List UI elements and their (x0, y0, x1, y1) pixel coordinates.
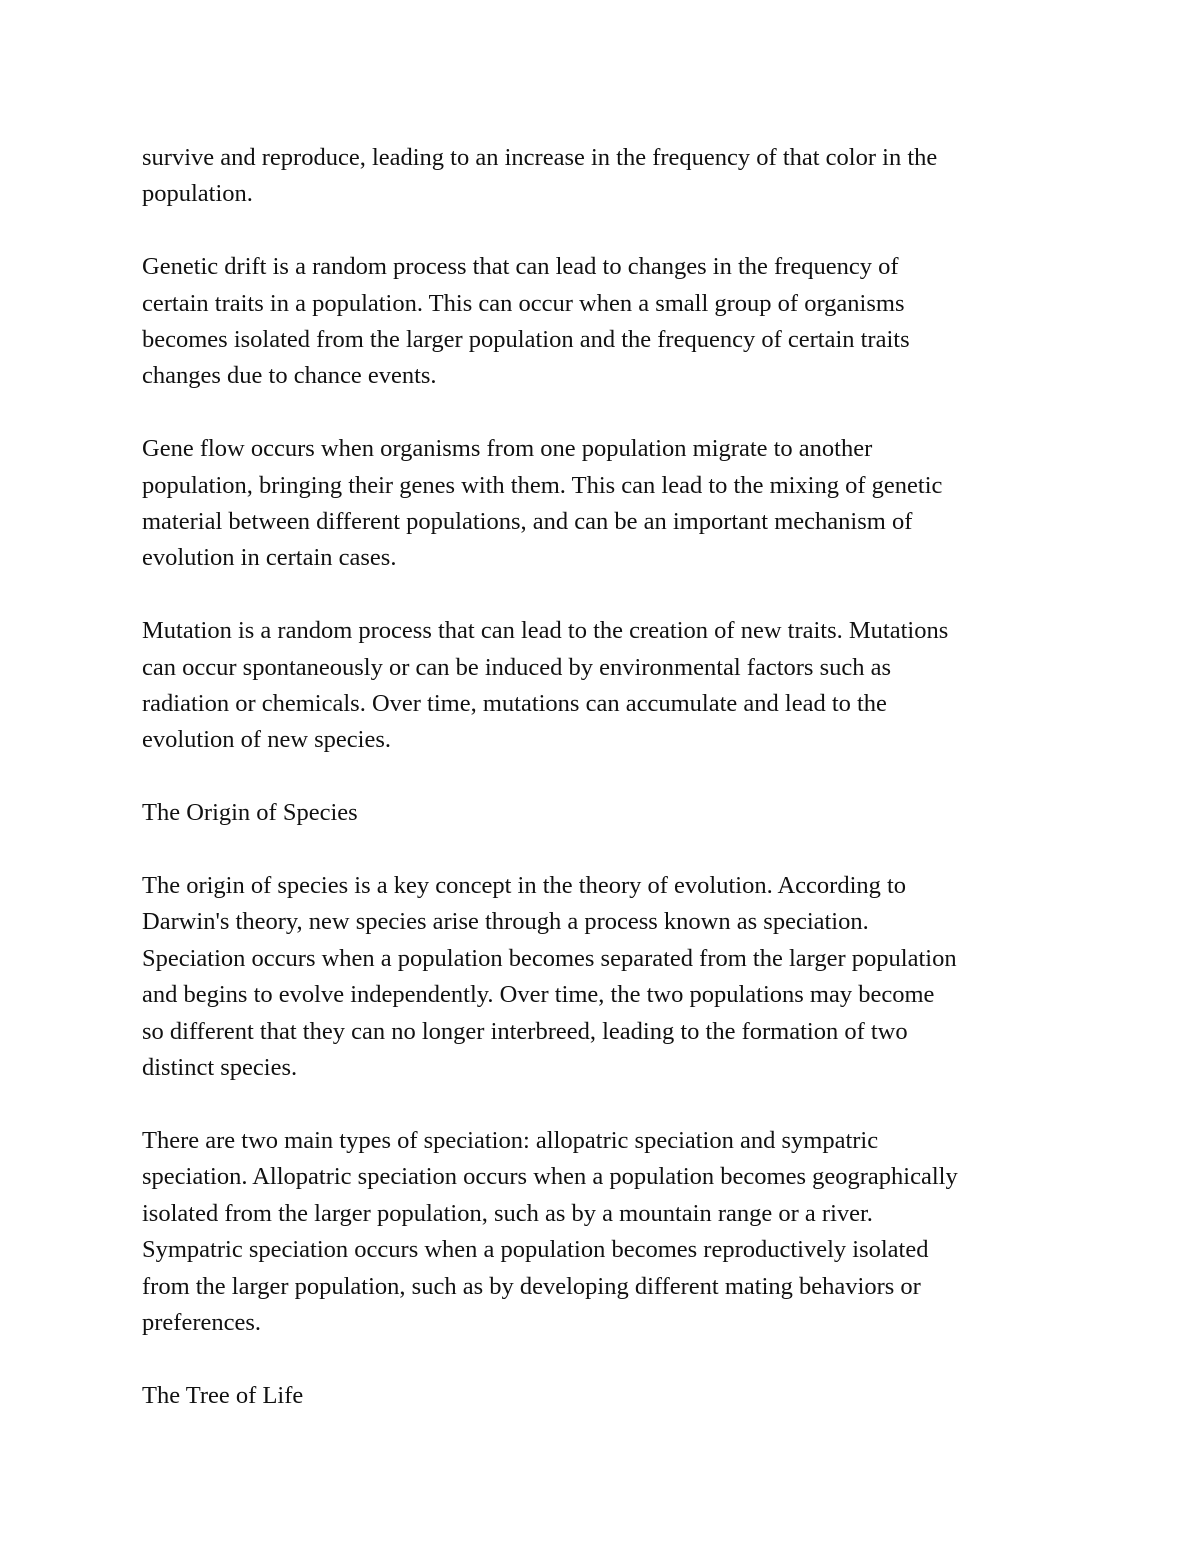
section-heading-origin-of-species: The Origin of Species (142, 799, 358, 827)
paragraph-genetic-drift: Genetic drift is a random process that can lead to changes in the frequency of certain traits in a population. This can occur when a small group of organisms becomes isolated from the larger population and the frequency of certain traits changes due to chance events. (142, 253, 910, 390)
paragraph-origin-of-species: The origin of species is a key concept in the theory of evolution. According to Darwin's theory, new species arise through a process known as speciation. Speciation occurs when a population becomes separated from the larger population and begins to evolve independently. Over time, the two populations may become so different that they can no longer interbreed, leading to the formation of two distinct species. (142, 872, 957, 1082)
paragraph-gene-flow: Gene flow occurs when organisms from one population migrate to another population, bringing their genes with them. This can lead to the mixing of genetic material between different populations, and can be an important mechanism of evolution in certain cases. (142, 435, 943, 572)
document-body (142, 140, 1072, 1451)
paragraph-natural-selection-end: survive and reproduce, leading to an increase in the frequency of that color in the population. (142, 144, 938, 208)
paragraph-types-of-speciation: There are two main types of speciation: allopatric speciation and sympatric speciation. Allopatric speciation occurs when a population becomes geographically isolated from the larger population, such as by a mountain range or a river. Sympatric speciation occurs when a population becomes reproductively isolated from the larger population, such as by developing different mating behaviors or preferences. (142, 1126, 958, 1336)
paragraph-mutation: Mutation is a random process that can lead to the creation of new traits. Mutations can occur spontaneously or can be induced by environmental factors such as radiation or chemicals. Over time, mutations can accumulate and lead to the evolution of new species. (142, 617, 949, 754)
section-heading-tree-of-life: The Tree of Life (142, 1381, 304, 1409)
